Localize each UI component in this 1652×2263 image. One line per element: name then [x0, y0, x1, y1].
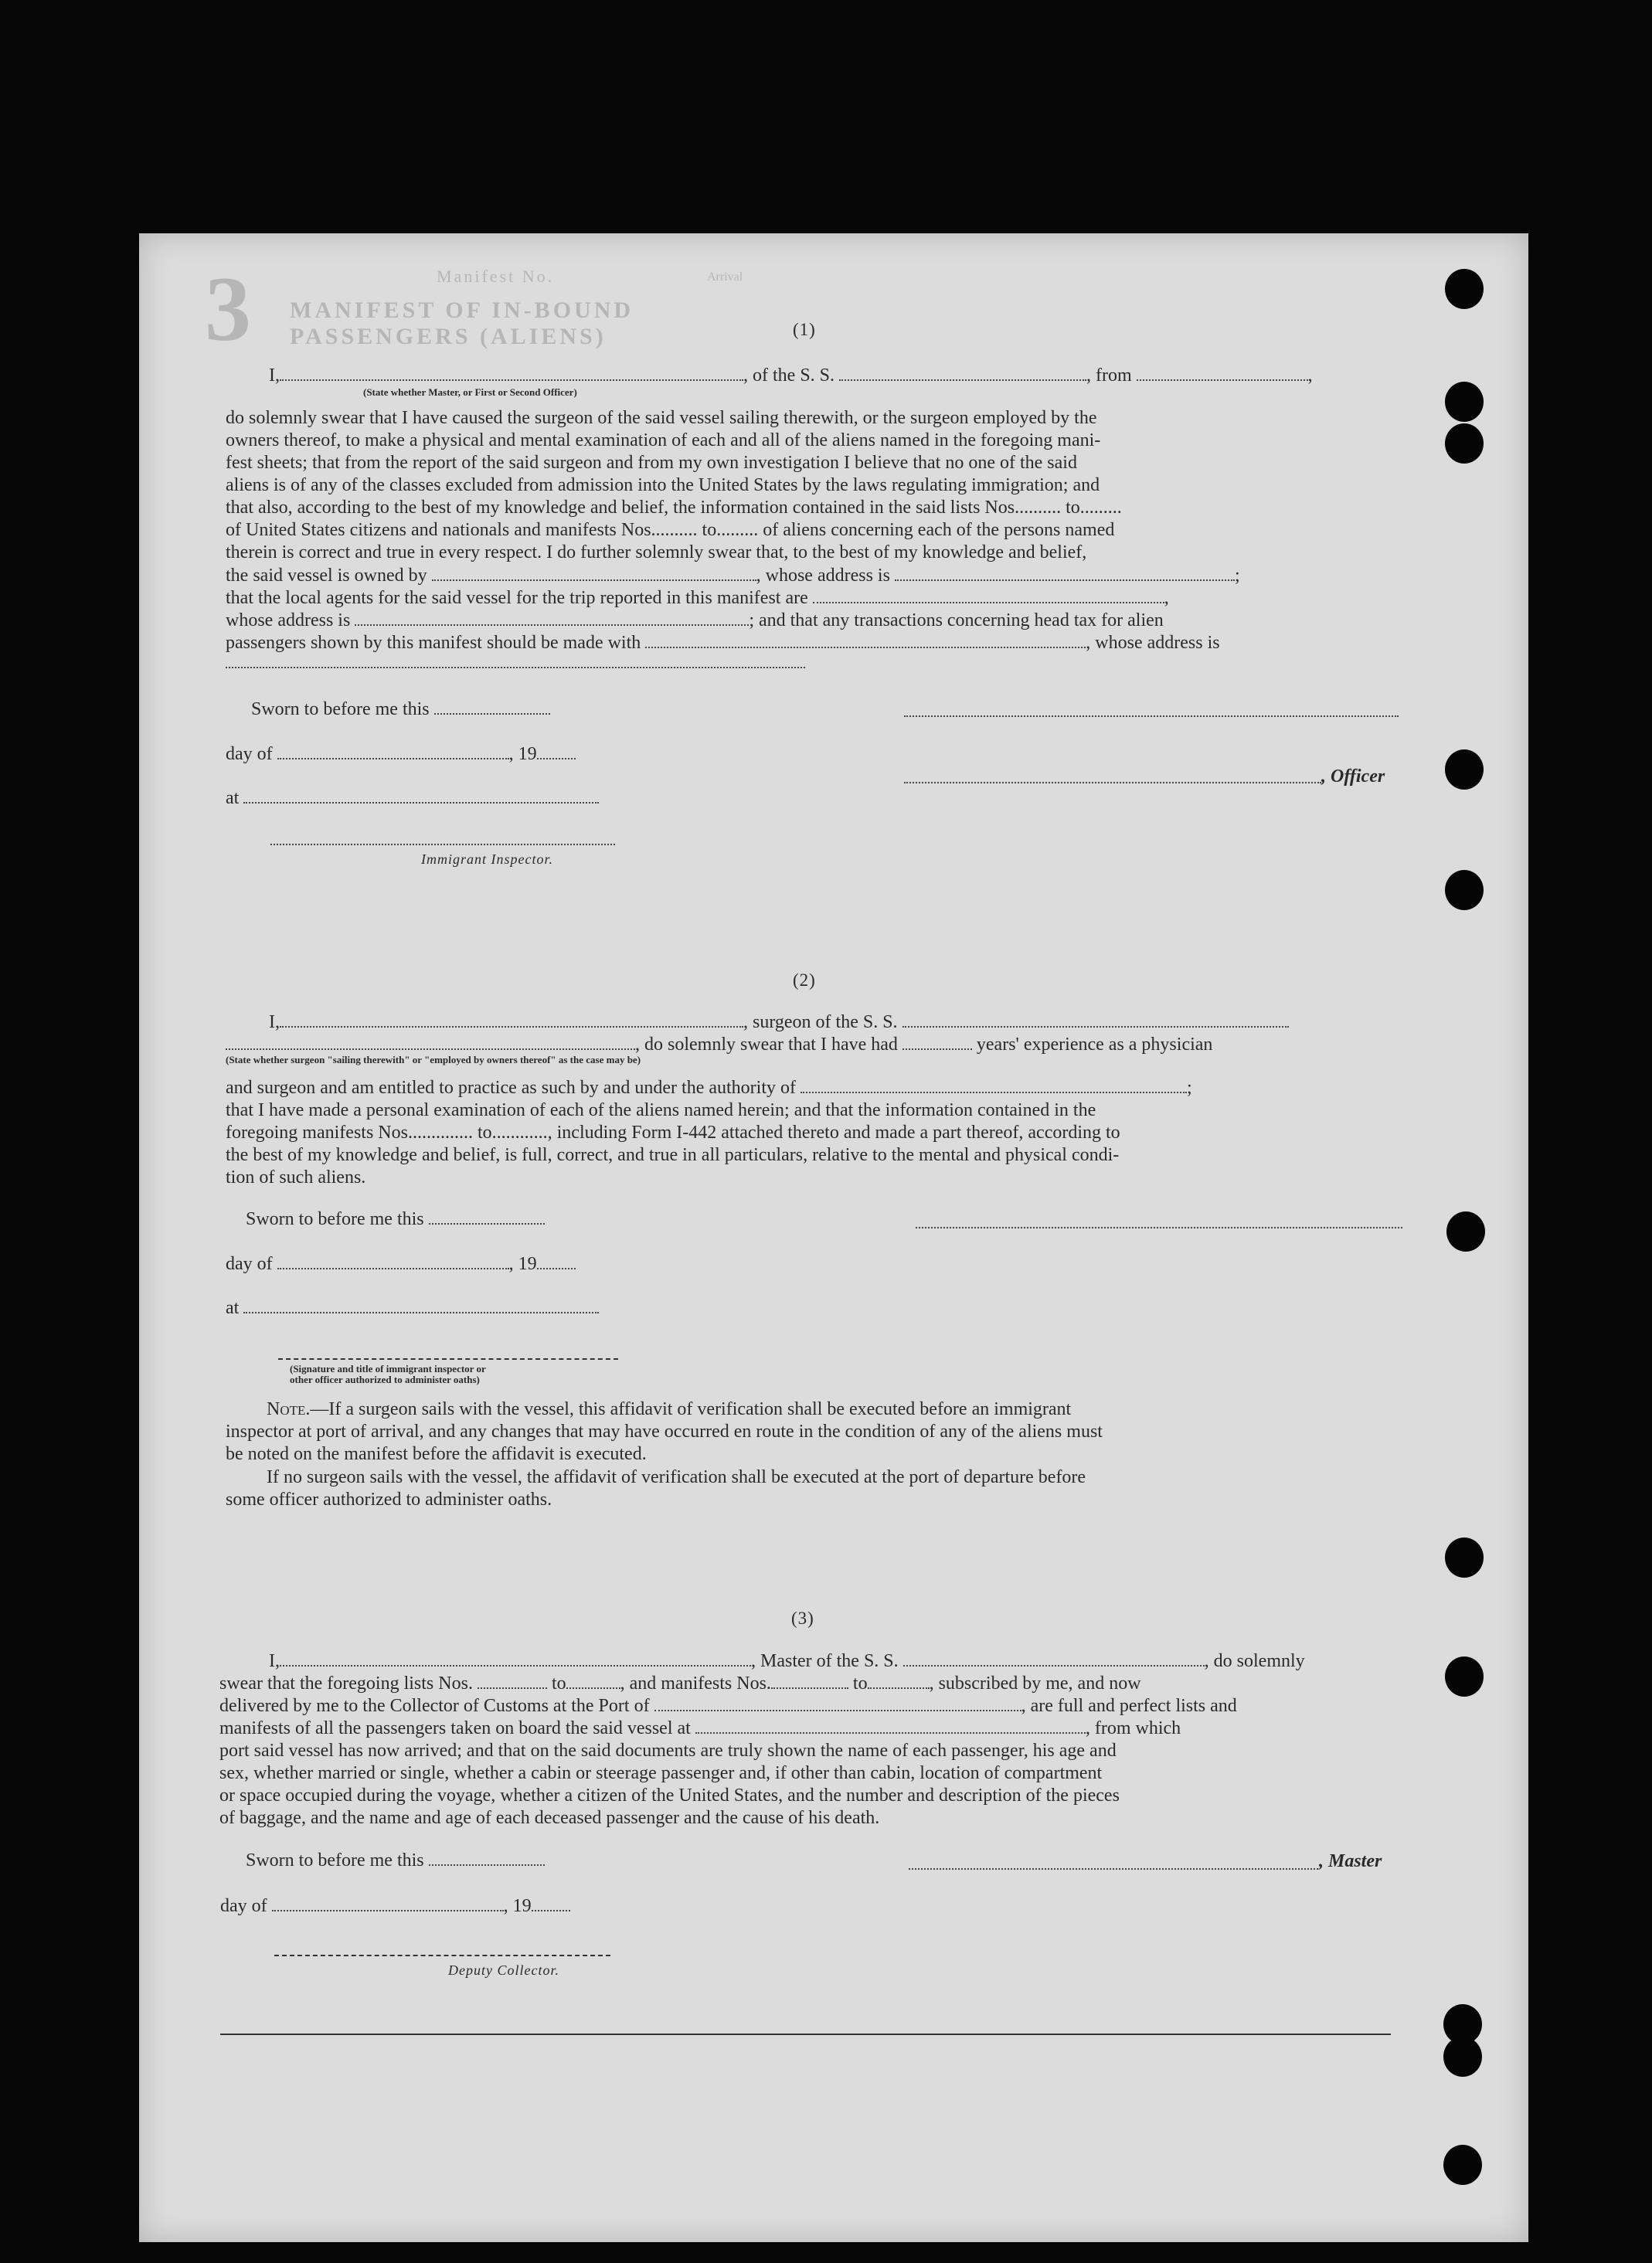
surgeon-capacity-field[interactable] — [226, 1035, 635, 1050]
note-text: —If a surgeon sails with the vessel, this affidavit of verification shall be executed before an immigrant — [310, 1399, 1072, 1419]
whose-address-end-label: , whose address is — [1086, 633, 1220, 653]
sworn-label: Sworn to before me this — [251, 699, 430, 719]
sworn-line — [251, 698, 550, 721]
surgeon-vessel-field[interactable] — [902, 1012, 1289, 1028]
surgeon-note: (State whether surgeon "sailing therewith" or "employed by owners thereof" as the case may be) — [226, 1054, 641, 1065]
year-label: , 19 — [508, 1254, 537, 1274]
place-field[interactable] — [243, 1298, 599, 1313]
collector-label: Deputy Collector. — [448, 1962, 559, 1978]
from-label: , from — [1086, 365, 1132, 386]
master-signature-field[interactable] — [909, 1868, 1318, 1870]
master-line — [269, 1650, 1305, 1673]
passengers-shown-label: passengers shown by this manifest should be made with — [226, 633, 641, 653]
years-label: years' experience as a physician — [976, 1035, 1213, 1055]
signature-note-1: (Signature and title of immigrant inspector or — [290, 1363, 486, 1374]
owned-by-label: the said vessel is owned by — [226, 566, 427, 586]
day-of-label: day of — [226, 1254, 273, 1274]
binder-hole — [1443, 2145, 1482, 2185]
semicolon: ; — [1187, 1078, 1192, 1098]
sworn-day-field[interactable] — [429, 1850, 545, 1866]
no-surgeon-line — [226, 1489, 552, 1511]
local-agents-label: that the local agents for the said vessel for the trip reported in this manifest are — [226, 588, 808, 608]
year-field[interactable] — [537, 744, 576, 759]
para-line: do solemnly swear that I have caused the surgeon of the said vessel sailing therewith, or the surgeon employed by the — [226, 408, 1097, 428]
day-of-line — [226, 1253, 576, 1276]
agents-address-line — [226, 610, 1164, 632]
master-label: , Master — [1319, 1851, 1382, 1871]
embark-port-field[interactable] — [695, 1718, 1086, 1734]
officer-label: , Officer — [1321, 766, 1385, 787]
para-line: inspector at port of arrival, and any changes that may have occurred en route in the condition of any of the aliens must — [226, 1422, 1103, 1442]
owner-field[interactable] — [432, 566, 756, 581]
practice-line — [226, 1077, 1192, 1099]
manifests-to-field[interactable] — [868, 1673, 930, 1689]
officer-note: (State whether Master, or First or Second Officer) — [363, 386, 577, 398]
to-label: to — [852, 1673, 868, 1694]
note-label: Note. — [267, 1399, 311, 1419]
sworn-line — [246, 1208, 545, 1231]
do-solemnly-label: , do solemnly — [1204, 1651, 1305, 1671]
whose-address-label: , whose address is — [756, 566, 890, 586]
section-3-number: (3) — [791, 1609, 814, 1628]
para-line: foregoing manifests Nos.............. to............, including Form I-442 attached thereto and made a part thereof, according to — [226, 1123, 1120, 1143]
lists-from-field[interactable] — [478, 1673, 547, 1689]
section-1-opening-line — [269, 365, 1313, 387]
master-name-field[interactable] — [280, 1651, 751, 1667]
do-solemnly-label: , do solemnly swear that I have had — [635, 1035, 898, 1055]
head-tax-party-field[interactable] — [645, 633, 1086, 648]
vessel-name-field[interactable] — [839, 365, 1086, 381]
para-line: therein is correct and true in every respect. I do further solemnly swear that, to the best of my knowledge and belief, — [226, 542, 1087, 562]
i-label: I, — [269, 1012, 280, 1032]
note-line — [267, 1398, 1071, 1421]
para-line: of United States citizens and nationals and manifests Nos.......... to......... of aliens concerning each of the persons named — [226, 520, 1115, 540]
binder-hole — [1445, 269, 1484, 309]
delivered-label: delivered by me to the Collector of Customs at the Port of — [219, 1696, 650, 1716]
month-field[interactable] — [277, 744, 509, 759]
place-field[interactable] — [243, 788, 599, 804]
para-line: owners thereof, to make a physical and mental examination of each and all of the aliens named in the foregoing mani- — [226, 430, 1101, 450]
local-agents-field[interactable] — [813, 588, 1164, 603]
at-label: at — [226, 788, 240, 808]
para-line: aliens is of any of the classes excluded from admission into the United States by the laws regulating immigration; and — [226, 475, 1100, 495]
section-1-paragraph — [226, 407, 1396, 564]
delivered-line — [219, 1695, 1237, 1718]
para-line: tion of such aliens. — [226, 1167, 366, 1188]
year-label: , 19 — [503, 1896, 532, 1916]
para-line: be noted on the manifest before the affidavit is executed. — [226, 1444, 647, 1464]
para-line: that I have made a personal examination of each of the aliens named herein; and that the information contained in the — [226, 1100, 1096, 1120]
day-of-label: day of — [220, 1896, 267, 1916]
lists-to-field[interactable] — [566, 1673, 620, 1689]
para-line: or space occupied during the voyage, whether a citizen of the United States, and the number and description of the pieces — [219, 1786, 1120, 1806]
comma: , — [1164, 588, 1169, 608]
para-line: of baggage, and the name and age of each deceased passenger and the cause of his death. — [219, 1808, 880, 1828]
section-2-number: (2) — [793, 970, 816, 990]
collector-signature-field[interactable] — [274, 1955, 610, 1956]
day-of-line — [226, 743, 576, 766]
head-tax-line — [226, 632, 1220, 654]
officer-name-field[interactable] — [280, 365, 743, 381]
lists-line — [219, 1673, 1141, 1695]
master-of-label: , Master of the S. S. — [751, 1651, 899, 1671]
sworn-label: Sworn to before me this — [246, 1850, 424, 1871]
stamp-mark: 3 — [205, 257, 251, 360]
no-surgeon-text: If no surgeon sails with the vessel, the affidavit of verification shall be executed at the port of departure before — [267, 1467, 1086, 1487]
master-vessel-field[interactable] — [903, 1651, 1205, 1667]
full-perfect-label: , are full and perfect lists and — [1021, 1696, 1237, 1716]
sworn-day-field[interactable] — [429, 1209, 545, 1225]
surgeon-capacity-line — [226, 1034, 1212, 1056]
head-tax-address-field[interactable] — [226, 667, 805, 668]
to-label: to — [551, 1673, 566, 1694]
manifests-all-label: manifests of all the passengers taken on board the said vessel at — [219, 1718, 691, 1738]
owner-address-field[interactable] — [895, 566, 1235, 581]
binder-hole — [1445, 1656, 1484, 1697]
official-signature-field[interactable] — [278, 1358, 618, 1360]
at-line — [226, 1297, 599, 1320]
head-tax-label: ; and that any transactions concerning head tax for alien — [749, 610, 1164, 630]
year-field[interactable] — [532, 1896, 570, 1911]
para-line: sex, whether married or single, whether a cabin or steerage passenger and, if other than cabin, location of compartment — [219, 1763, 1103, 1783]
sworn-line — [246, 1850, 545, 1872]
manifests-nos-label: , and manifests Nos. — [620, 1673, 771, 1694]
taken-on-board-line — [219, 1718, 1181, 1740]
subscribed-label: , subscribed by me, and now — [929, 1673, 1141, 1694]
at-label: at — [226, 1298, 240, 1318]
no-surgeon-text: some officer authorized to administer oaths. — [226, 1490, 552, 1510]
section-1-number: (1) — [793, 320, 816, 339]
sworn-label: Sworn to before me this — [246, 1209, 424, 1229]
section-3-paragraph — [219, 1740, 1398, 1830]
sworn-day-field[interactable] — [434, 699, 550, 715]
practice-label: and surgeon and am entitled to practice as such by and under the authority of — [226, 1078, 796, 1098]
owned-by-line — [226, 565, 1240, 587]
form-page — [139, 233, 1528, 2242]
stamp-heading: MANIFEST OF IN-BOUND PASSENGERS (ALIENS) — [290, 297, 634, 349]
surgeon-of-label: , surgeon of the S. S. — [743, 1012, 898, 1032]
manifests-from-field[interactable] — [771, 1673, 848, 1689]
note-paragraph — [226, 1421, 1396, 1466]
para-line: the best of my knowledge and belief, is full, correct, and true in all particulars, relative to the mental and physical condi- — [226, 1145, 1120, 1165]
i-label: I, — [269, 365, 280, 386]
bottom-rule — [220, 2034, 1391, 2035]
inspector-label: Immigrant Inspector. — [421, 851, 553, 867]
port-field[interactable] — [654, 1696, 1021, 1711]
signature-note-2: other officer authorized to administer oaths) — [290, 1374, 480, 1385]
no-surgeon-line — [267, 1466, 1086, 1489]
section-2-paragraph — [226, 1099, 1394, 1189]
officer-signature-field[interactable] — [904, 715, 1399, 717]
from-port-field[interactable] — [1137, 365, 1308, 381]
para-line: fest sheets; that from the report of the said surgeon and from my own investigation I believe that no one of the said — [226, 453, 1077, 473]
officer-title-field[interactable] — [904, 782, 1321, 783]
binder-hole — [1443, 2037, 1482, 2077]
binder-hole — [1446, 1211, 1485, 1252]
binder-hole — [1445, 1538, 1484, 1578]
month-field[interactable] — [272, 1896, 504, 1911]
para-line: port said vessel has now arrived; and that on the said documents are truly shown the name of each passenger, his age and — [219, 1741, 1117, 1761]
binder-hole — [1445, 870, 1484, 910]
i-label: I, — [269, 1651, 280, 1671]
day-of-label: day of — [226, 744, 273, 764]
para-line: that also, according to the best of my knowledge and belief, the information contained in the said lists Nos.......... to......... — [226, 498, 1122, 518]
semicolon: ; — [1234, 566, 1240, 586]
binder-hole — [1445, 423, 1484, 464]
inspector-signature-field[interactable] — [270, 844, 615, 845]
at-line — [226, 787, 599, 810]
stamp-side-text: Arrival — [707, 270, 743, 284]
surgeon-line — [269, 1011, 1289, 1034]
whose-address-label: whose address is — [226, 610, 351, 630]
years-field[interactable] — [902, 1035, 972, 1050]
agents-address-field[interactable] — [355, 610, 749, 626]
stamp-top-text: Manifest No. — [437, 267, 555, 286]
year-field[interactable] — [537, 1254, 576, 1269]
binder-hole — [1445, 382, 1484, 422]
surgeon-name-field[interactable] — [280, 1012, 743, 1028]
of-ss-label: , of the S. S. — [743, 365, 835, 386]
surgeon-signature-field[interactable] — [916, 1227, 1402, 1228]
binder-hole — [1445, 749, 1484, 790]
year-label: , 19 — [508, 744, 537, 764]
comma: , — [1307, 365, 1313, 386]
authority-field[interactable] — [801, 1078, 1187, 1093]
day-of-line — [220, 1895, 570, 1918]
local-agents-line — [226, 587, 1169, 610]
month-field[interactable] — [277, 1254, 509, 1269]
from-which-label: , from which — [1085, 1718, 1181, 1738]
swear-lists-label: swear that the foregoing lists Nos. — [219, 1673, 473, 1694]
faded-stamp — [205, 257, 792, 360]
